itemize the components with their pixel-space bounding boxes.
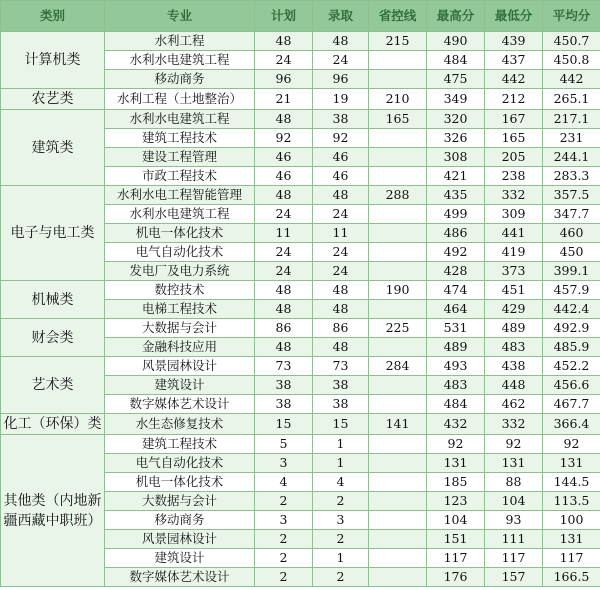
min-score-cell: 462 (485, 395, 543, 414)
plan-cell: 15 (255, 414, 313, 435)
min-score-cell: 157 (485, 568, 543, 587)
plan-cell: 3 (255, 454, 313, 473)
category-cell: 建筑类 (1, 110, 105, 186)
plan-cell: 48 (255, 32, 313, 51)
control-line-cell: 141 (369, 414, 427, 435)
min-score-cell: 117 (485, 549, 543, 568)
min-score-cell: 93 (485, 511, 543, 530)
table-row (1, 319, 600, 338)
plan-cell: 46 (255, 167, 313, 186)
category-cell: 计算机类 (1, 32, 105, 89)
plan-cell: 3 (255, 511, 313, 530)
avg-score-cell: 131 (543, 454, 600, 473)
major-cell: 金融科技应用 (105, 338, 255, 357)
avg-score-cell: 450.7 (543, 32, 600, 51)
admitted-cell: 24 (313, 262, 369, 281)
min-score-cell: 165 (485, 129, 543, 148)
admitted-cell: 2 (313, 492, 369, 511)
major-cell: 数字媒体艺术设计 (105, 395, 255, 414)
admitted-cell: 38 (313, 395, 369, 414)
avg-score-cell: 231 (543, 129, 600, 148)
plan-cell: 48 (255, 300, 313, 319)
control-line-cell (369, 376, 427, 395)
max-score-cell: 435 (427, 186, 485, 205)
table-row (1, 32, 600, 51)
avg-score-cell: 485.9 (543, 338, 600, 357)
avg-score-cell: 92 (543, 435, 600, 454)
admitted-cell: 73 (313, 357, 369, 376)
column-header: 类别 (1, 1, 105, 32)
control-line-cell (369, 243, 427, 262)
major-cell: 数字媒体艺术设计 (105, 568, 255, 587)
admitted-cell: 48 (313, 281, 369, 300)
major-cell: 水利水电建筑工程 (105, 51, 255, 70)
category-cell: 电子与电工类 (1, 186, 105, 281)
admitted-cell: 1 (313, 435, 369, 454)
max-score-cell: 492 (427, 243, 485, 262)
max-score-cell: 92 (427, 435, 485, 454)
admitted-cell: 19 (313, 89, 369, 110)
admitted-cell: 38 (313, 110, 369, 129)
min-score-cell: 437 (485, 51, 543, 70)
max-score-cell: 475 (427, 70, 485, 89)
admitted-cell: 24 (313, 205, 369, 224)
control-line-cell: 165 (369, 110, 427, 129)
avg-score-cell: 452.2 (543, 357, 600, 376)
min-score-cell: 439 (485, 32, 543, 51)
avg-score-cell: 442 (543, 70, 600, 89)
min-score-cell: 438 (485, 357, 543, 376)
avg-score-cell: 117 (543, 549, 600, 568)
major-cell: 电气自动化技术 (105, 454, 255, 473)
control-line-cell (369, 435, 427, 454)
avg-score-cell: 283.3 (543, 167, 600, 186)
min-score-cell: 92 (485, 435, 543, 454)
plan-cell: 2 (255, 492, 313, 511)
max-score-cell: 486 (427, 224, 485, 243)
major-cell: 水利水电建筑工程 (105, 205, 255, 224)
plan-cell: 46 (255, 148, 313, 167)
min-score-cell: 212 (485, 89, 543, 110)
avg-score-cell: 166.5 (543, 568, 600, 587)
admitted-cell: 1 (313, 454, 369, 473)
category-cell: 机械类 (1, 281, 105, 319)
table-body (1, 32, 600, 587)
admitted-cell: 3 (313, 511, 369, 530)
admitted-cell: 2 (313, 530, 369, 549)
avg-score-cell: 399.1 (543, 262, 600, 281)
table-row (1, 110, 600, 129)
min-score-cell: 489 (485, 319, 543, 338)
max-score-cell: 489 (427, 338, 485, 357)
category-cell: 艺术类 (1, 357, 105, 414)
control-line-cell (369, 51, 427, 70)
avg-score-cell: 357.5 (543, 186, 600, 205)
max-score-cell: 421 (427, 167, 485, 186)
avg-score-cell: 100 (543, 511, 600, 530)
control-line-cell (369, 530, 427, 549)
control-line-cell (369, 395, 427, 414)
control-line-cell: 210 (369, 89, 427, 110)
avg-score-cell: 460 (543, 224, 600, 243)
table-row (1, 435, 600, 454)
control-line-cell (369, 224, 427, 243)
min-score-cell: 332 (485, 186, 543, 205)
min-score-cell: 88 (485, 473, 543, 492)
min-score-cell: 167 (485, 110, 543, 129)
plan-cell: 24 (255, 243, 313, 262)
major-cell: 机电一体化技术 (105, 473, 255, 492)
max-score-cell: 131 (427, 454, 485, 473)
max-score-cell: 531 (427, 319, 485, 338)
max-score-cell: 483 (427, 376, 485, 395)
max-score-cell: 493 (427, 357, 485, 376)
control-line-cell: 225 (369, 319, 427, 338)
category-cell: 其他类（内地新疆西藏中职班） (1, 435, 105, 587)
major-cell: 发电厂及电力系统 (105, 262, 255, 281)
control-line-cell: 215 (369, 32, 427, 51)
min-score-cell: 442 (485, 70, 543, 89)
plan-cell: 73 (255, 357, 313, 376)
avg-score-cell: 144.5 (543, 473, 600, 492)
major-cell: 移动商务 (105, 70, 255, 89)
admitted-cell: 96 (313, 70, 369, 89)
min-score-cell: 309 (485, 205, 543, 224)
table-row (1, 357, 600, 376)
major-cell: 水利水电建筑工程 (105, 110, 255, 129)
table-row (1, 186, 600, 205)
admitted-cell: 15 (313, 414, 369, 435)
major-cell: 建筑工程技术 (105, 435, 255, 454)
max-score-cell: 349 (427, 89, 485, 110)
column-header: 专业 (105, 1, 255, 32)
control-line-cell: 284 (369, 357, 427, 376)
plan-cell: 86 (255, 319, 313, 338)
max-score-cell: 117 (427, 549, 485, 568)
major-cell: 数控技术 (105, 281, 255, 300)
max-score-cell: 326 (427, 129, 485, 148)
table-row (1, 281, 600, 300)
major-cell: 风景园林设计 (105, 357, 255, 376)
column-header: 计划 (255, 1, 313, 32)
plan-cell: 24 (255, 205, 313, 224)
major-cell: 电气自动化技术 (105, 243, 255, 262)
plan-cell: 48 (255, 110, 313, 129)
control-line-cell: 190 (369, 281, 427, 300)
min-score-cell: 131 (485, 454, 543, 473)
control-line-cell (369, 70, 427, 89)
major-cell: 建筑工程技术 (105, 129, 255, 148)
plan-cell: 24 (255, 262, 313, 281)
plan-cell: 48 (255, 281, 313, 300)
min-score-cell: 238 (485, 167, 543, 186)
max-score-cell: 320 (427, 110, 485, 129)
major-cell: 市政工程技术 (105, 167, 255, 186)
table-row (1, 414, 600, 435)
min-score-cell: 111 (485, 530, 543, 549)
admitted-cell: 46 (313, 167, 369, 186)
plan-cell: 48 (255, 186, 313, 205)
avg-score-cell: 347.7 (543, 205, 600, 224)
avg-score-cell: 113.5 (543, 492, 600, 511)
max-score-cell: 490 (427, 32, 485, 51)
control-line-cell (369, 148, 427, 167)
max-score-cell: 474 (427, 281, 485, 300)
max-score-cell: 499 (427, 205, 485, 224)
max-score-cell: 464 (427, 300, 485, 319)
max-score-cell: 185 (427, 473, 485, 492)
category-cell: 农艺类 (1, 89, 105, 110)
major-cell: 水利工程（土地整治） (105, 89, 255, 110)
plan-cell: 48 (255, 338, 313, 357)
column-header: 录取 (313, 1, 369, 32)
min-score-cell: 332 (485, 414, 543, 435)
header-row (1, 1, 600, 32)
max-score-cell: 104 (427, 511, 485, 530)
major-cell: 大数据与会计 (105, 319, 255, 338)
avg-score-cell: 456.6 (543, 376, 600, 395)
control-line-cell (369, 167, 427, 186)
admitted-cell: 11 (313, 224, 369, 243)
max-score-cell: 428 (427, 262, 485, 281)
column-header: 最低分 (485, 1, 543, 32)
avg-score-cell: 492.9 (543, 319, 600, 338)
admitted-cell: 2 (313, 568, 369, 587)
avg-score-cell: 450 (543, 243, 600, 262)
avg-score-cell: 442.4 (543, 300, 600, 319)
major-cell: 电梯工程技术 (105, 300, 255, 319)
max-score-cell: 123 (427, 492, 485, 511)
min-score-cell: 441 (485, 224, 543, 243)
major-cell: 移动商务 (105, 511, 255, 530)
plan-cell: 96 (255, 70, 313, 89)
control-line-cell (369, 129, 427, 148)
min-score-cell: 483 (485, 338, 543, 357)
avg-score-cell: 217.1 (543, 110, 600, 129)
admitted-cell: 4 (313, 473, 369, 492)
max-score-cell: 308 (427, 148, 485, 167)
major-cell: 建筑设计 (105, 376, 255, 395)
major-cell: 机电一体化技术 (105, 224, 255, 243)
min-score-cell: 448 (485, 376, 543, 395)
plan-cell: 38 (255, 376, 313, 395)
avg-score-cell: 450.8 (543, 51, 600, 70)
control-line-cell (369, 454, 427, 473)
control-line-cell (369, 511, 427, 530)
admitted-cell: 48 (313, 32, 369, 51)
category-cell: 化工（环保）类 (1, 414, 105, 435)
column-header: 平均分 (543, 1, 600, 32)
plan-cell: 11 (255, 224, 313, 243)
major-cell: 建设工程管理 (105, 148, 255, 167)
control-line-cell: 288 (369, 186, 427, 205)
plan-cell: 24 (255, 51, 313, 70)
min-score-cell: 429 (485, 300, 543, 319)
plan-cell: 5 (255, 435, 313, 454)
plan-cell: 92 (255, 129, 313, 148)
plan-cell: 2 (255, 549, 313, 568)
table-row (1, 89, 600, 110)
control-line-cell (369, 338, 427, 357)
major-cell: 风景园林设计 (105, 530, 255, 549)
major-cell: 建筑设计 (105, 549, 255, 568)
control-line-cell (369, 473, 427, 492)
min-score-cell: 373 (485, 262, 543, 281)
column-header: 省控线 (369, 1, 427, 32)
plan-cell: 2 (255, 568, 313, 587)
min-score-cell: 419 (485, 243, 543, 262)
admitted-cell: 48 (313, 186, 369, 205)
category-cell: 财会类 (1, 319, 105, 357)
control-line-cell (369, 205, 427, 224)
control-line-cell (369, 492, 427, 511)
admitted-cell: 92 (313, 129, 369, 148)
plan-cell: 21 (255, 89, 313, 110)
plan-cell: 38 (255, 395, 313, 414)
admitted-cell: 48 (313, 300, 369, 319)
avg-score-cell: 366.4 (543, 414, 600, 435)
admitted-cell: 1 (313, 549, 369, 568)
avg-score-cell: 457.9 (543, 281, 600, 300)
max-score-cell: 484 (427, 51, 485, 70)
control-line-cell (369, 549, 427, 568)
admitted-cell: 46 (313, 148, 369, 167)
max-score-cell: 176 (427, 568, 485, 587)
control-line-cell (369, 262, 427, 281)
min-score-cell: 451 (485, 281, 543, 300)
major-cell: 水生态修复技术 (105, 414, 255, 435)
admitted-cell: 38 (313, 376, 369, 395)
min-score-cell: 104 (485, 492, 543, 511)
max-score-cell: 432 (427, 414, 485, 435)
avg-score-cell: 244.1 (543, 148, 600, 167)
plan-cell: 2 (255, 530, 313, 549)
major-cell: 水利工程 (105, 32, 255, 51)
max-score-cell: 151 (427, 530, 485, 549)
admitted-cell: 48 (313, 338, 369, 357)
avg-score-cell: 131 (543, 530, 600, 549)
major-cell: 大数据与会计 (105, 492, 255, 511)
column-header: 最高分 (427, 1, 485, 32)
control-line-cell (369, 568, 427, 587)
control-line-cell (369, 300, 427, 319)
min-score-cell: 205 (485, 148, 543, 167)
max-score-cell: 484 (427, 395, 485, 414)
avg-score-cell: 265.1 (543, 89, 600, 110)
admitted-cell: 24 (313, 51, 369, 70)
major-cell: 水利水电工程智能管理 (105, 186, 255, 205)
avg-score-cell: 467.7 (543, 395, 600, 414)
admitted-cell: 86 (313, 319, 369, 338)
admitted-cell: 24 (313, 243, 369, 262)
plan-cell: 4 (255, 473, 313, 492)
